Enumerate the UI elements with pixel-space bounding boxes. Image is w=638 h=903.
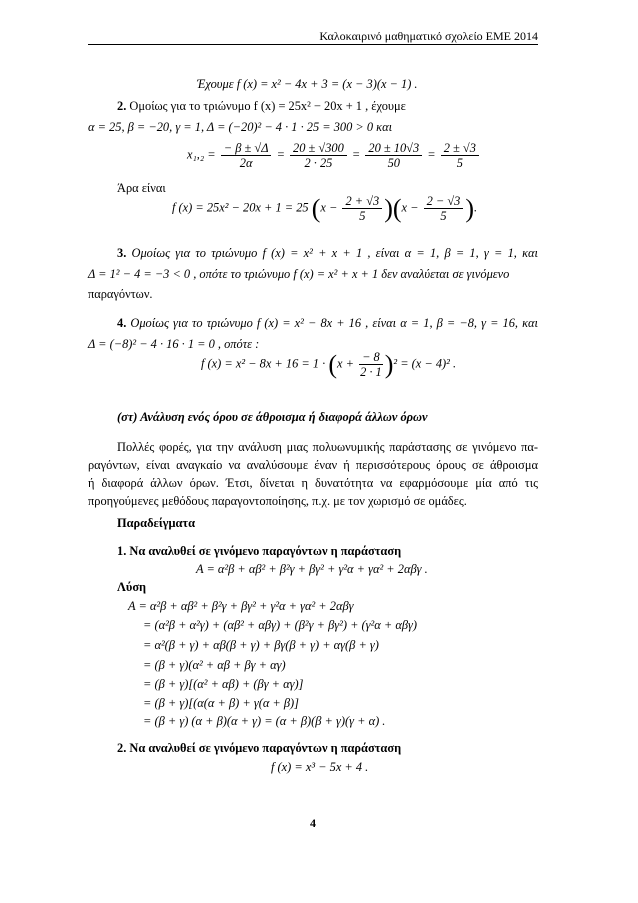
fraction: $\frac{2 \pm √3}{5}$ (441, 141, 479, 170)
roots-formula: x₁,₂ = $\frac{- \beta \pm √\Delta}{2\alpha}$ = $\frac{20 \pm √300}{2 \cdot 25}$ = $\frac{20 \pm 10√3}{50}$ = $\frac{2 \pm √3}{5}$ (187, 141, 481, 170)
example-title: 1. Να αναλυθεί σε γινόμενο παραγόντων η παράσταση (117, 544, 402, 558)
fraction: $\frac{- 8}{2 \cdot 1}$ (360, 350, 382, 379)
factorization-formula: f (x) = 25x² − 20x + 1 = 25 (x − $\frac{2 + √3}{5}$ )(x − $\frac{2 - √3}{5}$ ). (172, 194, 478, 223)
example-title: 2. Να αναλυθεί σε γινόμενο παραγόντων η παράσταση (117, 741, 402, 755)
examples-heading: Παραδείγματα (117, 516, 196, 530)
solution-step: = (β + γ) (α + β)(α + γ) = (α + β)(β + γ)(γ + α) . (143, 714, 386, 728)
equation-line: Δ = 1² − 4 = −3 < 0 , οπότε το τριώνυμο f (x) = x² + x + 1 δεν αναλύεται σε γινόμενο (88, 267, 510, 281)
text-line: Ομοίως για το τριώνυμο f (x) = 25x² − 20x + 1 , έχουμε (129, 99, 406, 113)
fraction: $\frac{- \beta \pm √\Delta}{2\alpha}$ (221, 141, 272, 170)
solution-step: = (β + γ)[(α(α + β) + γ(α + β)] (143, 696, 300, 710)
fraction: $\frac{2 + √3}{5}$ (342, 194, 382, 223)
equation-line: A = α²β + αβ² + β²γ + βγ² + γ²α + γα² + 2αβγ . (196, 562, 428, 576)
solution-step: = (α²β + α²γ) + (αβ² + αβγ) + (β²γ + βγ²) + (γ²α + αβγ) (143, 618, 417, 632)
solution-heading: Λύση (117, 580, 147, 594)
paragraph-line: προηγούμενες μεθόδους παραγοντοποίησης, π.χ. με τον χωρισμό σε ομάδες. (88, 494, 467, 508)
equation-line: Έχουμε f (x) = x² − 4x + 3 = (x − 3)(x − 1) . (197, 77, 418, 91)
equation-line: f (x) = x³ − 5x + 4 . (271, 760, 369, 774)
fraction: $\frac{20 \pm 10√3}{50}$ (365, 141, 422, 170)
square-formula: f (x) = x² − 8x + 16 = 1 · (x + $\frac{- 8}{2 \cdot 1}$ )² = (x − 4)² . (201, 350, 457, 379)
page-number: 4 (310, 816, 316, 830)
text-line: παραγόντων. (88, 287, 153, 301)
paragraph-line: Πολλές φορές, για την ανάλυση μιας πολυωνυμικής παράστασης σε γινόμενο πα- (117, 440, 538, 454)
solution-step: A = α²β + αβ² + β²γ + βγ² + γ²α + γα² + 2αβγ (128, 599, 354, 613)
roots-lhs: x₁,₂ = (187, 147, 216, 162)
fraction: $\frac{2 - √3}{5}$ (424, 194, 464, 223)
paragraph-line: ραγόντων, είναι αναγκαίο να αναλύσουμε έναν ή περισσότερους όρους σε άθροισμα (88, 458, 538, 472)
equation-line: Δ = (−8)² − 4 · 16 · 1 = 0 , οπότε : (88, 337, 260, 351)
solution-step: = α²(β + γ) + αβ(β + γ) + βγ(β + γ) + αγ(β + γ) (143, 638, 379, 652)
page-header: Καλοκαιρινό μαθηματικό σχολείο ΕΜΕ 2014 (88, 28, 538, 45)
text-line: Άρα είναι (117, 181, 166, 195)
solution-step: = (β + γ)[(α² + αβ) + (βγ + αγ)] (143, 677, 304, 691)
paragraph-line: ή διαφορά άλλων όρων. Έτσι, δίνεται η δυνατότητα να εφαρμόσουμε μία από τις (88, 476, 538, 490)
item-number: 2. (117, 99, 127, 113)
item-line: 3. Ομοίως για το τριώνυμο f (x) = x² + x + 1 , είναι α = 1, β = 1, γ = 1, και (117, 246, 538, 260)
section-heading: (στ) Ανάλυση ενός όρου σε άθροισμα ή διαφορά άλλων όρων (117, 410, 428, 424)
item-line: 4. Ομοίως για το τριώνυμο f (x) = x² − 8x + 16 , είναι α = 1, β = −8, γ = 16, και (117, 316, 538, 330)
equation-line: α = 25, β = −20, γ = 1, Δ = (−20)² − 4 · 1 · 25 = 300 > 0 και (88, 120, 393, 134)
solution-step: = (β + γ)(α² + αβ + βγ + αγ) (143, 658, 286, 672)
item-line (117, 99, 406, 114)
fraction: $\frac{20 \pm √300}{2 \cdot 25}$ (290, 141, 347, 170)
